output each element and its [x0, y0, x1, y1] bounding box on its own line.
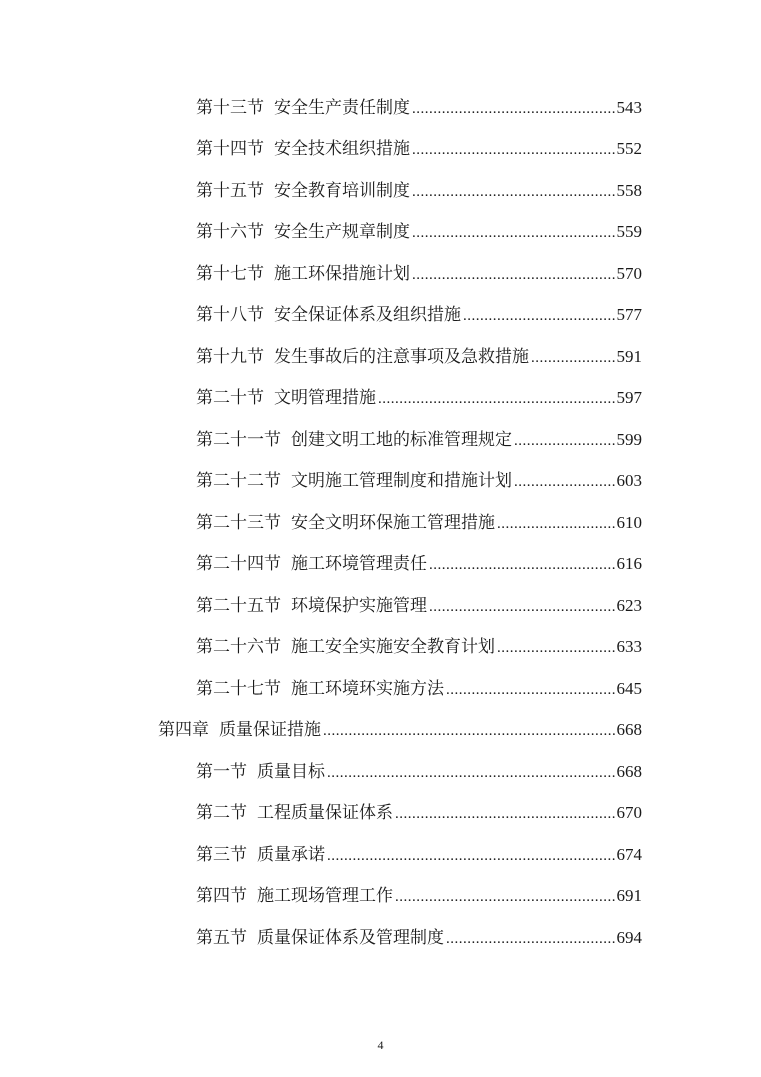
toc-entry[interactable]	[196, 843, 642, 867]
dot-leader	[395, 803, 615, 825]
entry-page-number: 623	[616, 596, 642, 615]
dot-leader	[514, 471, 615, 493]
entry-page-number: 603	[616, 471, 642, 490]
entry-title: 工程质量保证体系	[257, 803, 393, 823]
entry-title: 质量目标	[257, 762, 325, 782]
entry-page-number: 694	[616, 928, 642, 947]
entry-page-number: 543	[616, 98, 642, 117]
toc-entry[interactable]	[196, 801, 642, 825]
entry-title: 施工安全实施安全教育计划	[291, 637, 495, 657]
toc-entry[interactable]	[196, 635, 642, 659]
entry-label: 第二十一节	[196, 430, 281, 450]
dot-leader	[446, 679, 615, 701]
entry-title: 安全生产规章制度	[274, 222, 410, 242]
toc-entry[interactable]	[196, 345, 642, 369]
entry-label: 第二十七节	[196, 679, 281, 699]
entry-page-number: 558	[616, 181, 642, 200]
entry-page-number: 645	[616, 679, 642, 698]
toc-entry[interactable]	[196, 552, 642, 576]
entry-label: 第五节	[196, 928, 247, 948]
dot-leader	[323, 720, 615, 742]
dot-leader	[327, 845, 615, 867]
entry-page-number: 633	[616, 637, 642, 656]
toc-entry[interactable]	[196, 469, 642, 493]
entry-page-number: 577	[616, 305, 642, 324]
entry-page-number: 616	[616, 554, 642, 573]
entry-title: 施工环境环实施方法	[291, 679, 444, 699]
dot-leader	[412, 98, 615, 120]
entry-title: 安全生产责任制度	[274, 98, 410, 118]
entry-title: 安全教育培训制度	[274, 181, 410, 201]
dot-leader	[446, 928, 615, 950]
toc-entry[interactable]	[196, 884, 642, 908]
entry-label: 第一节	[196, 762, 247, 782]
entry-title: 施工现场管理工作	[257, 886, 393, 906]
toc-entry[interactable]	[196, 677, 642, 701]
toc-entry[interactable]	[196, 760, 642, 784]
entry-page-number: 674	[616, 845, 642, 864]
toc-entry[interactable]	[196, 511, 642, 535]
dot-leader	[378, 388, 615, 410]
dot-leader	[497, 513, 615, 535]
entry-label: 第二十四节	[196, 554, 281, 574]
entry-label: 第三节	[196, 845, 247, 865]
entry-label: 第二十三节	[196, 513, 281, 533]
entry-label: 第十四节	[196, 139, 264, 159]
entry-title: 施工环保措施计划	[274, 264, 410, 284]
page-number: 4	[377, 1038, 384, 1052]
entry-page-number: 559	[616, 222, 642, 241]
entry-page-number: 591	[616, 347, 642, 366]
toc-entry[interactable]	[196, 386, 642, 410]
toc-entry[interactable]	[196, 96, 642, 120]
toc-entry[interactable]	[196, 303, 642, 327]
dot-leader	[412, 264, 615, 286]
entry-label: 第十五节	[196, 181, 264, 201]
entry-label: 第四章	[158, 720, 209, 740]
entry-title: 文明施工管理制度和措施计划	[291, 471, 512, 491]
dot-leader	[514, 430, 615, 452]
entry-label: 第十三节	[196, 98, 264, 118]
entry-page-number: 597	[616, 388, 642, 407]
entry-label: 第十七节	[196, 264, 264, 284]
dot-leader	[531, 347, 615, 369]
entry-page-number: 670	[616, 803, 642, 822]
entry-page-number: 610	[616, 513, 642, 532]
toc-entry[interactable]	[196, 179, 642, 203]
entry-page-number: 691	[616, 886, 642, 905]
dot-leader	[412, 222, 615, 244]
entry-page-number: 599	[616, 430, 642, 449]
toc-chapter-entry[interactable]	[158, 718, 642, 742]
entry-title: 质量保证体系及管理制度	[257, 928, 444, 948]
entry-title: 安全技术组织措施	[274, 139, 410, 159]
entry-label: 第十八节	[196, 305, 264, 325]
dot-leader	[429, 554, 615, 576]
dot-leader	[497, 637, 615, 659]
entry-label: 第四节	[196, 886, 247, 906]
entry-title: 安全文明环保施工管理措施	[291, 513, 495, 533]
entry-label: 第二十节	[196, 388, 264, 408]
dot-leader	[395, 886, 615, 908]
dot-leader	[327, 762, 615, 784]
entry-label: 第二十五节	[196, 596, 281, 616]
entry-label: 第十六节	[196, 222, 264, 242]
dot-leader	[463, 305, 615, 327]
entry-title: 发生事故后的注意事项及急救措施	[274, 347, 529, 367]
toc-entry[interactable]	[196, 594, 642, 618]
entry-title: 质量保证措施	[219, 720, 321, 740]
toc-entry[interactable]	[196, 926, 642, 950]
entry-label: 第二十六节	[196, 637, 281, 657]
entry-page-number: 570	[616, 264, 642, 283]
entry-label: 第二节	[196, 803, 247, 823]
dot-leader	[412, 181, 615, 203]
toc-entry[interactable]	[196, 428, 642, 452]
entry-title: 创建文明工地的标准管理规定	[291, 430, 512, 450]
entry-title: 文明管理措施	[274, 388, 376, 408]
entry-page-number: 552	[616, 139, 642, 158]
toc-entry[interactable]	[196, 262, 642, 286]
entry-title: 安全保证体系及组织措施	[274, 305, 461, 325]
entry-title: 质量承诺	[257, 845, 325, 865]
entry-page-number: 668	[616, 720, 642, 739]
toc-entry[interactable]	[196, 220, 642, 244]
entry-label: 第二十二节	[196, 471, 281, 491]
dot-leader	[429, 596, 615, 618]
entry-title: 施工环境管理责任	[291, 554, 427, 574]
entry-page-number: 668	[616, 762, 642, 781]
entry-title: 环境保护实施管理	[291, 596, 427, 616]
entry-label: 第十九节	[196, 347, 264, 367]
toc-entry[interactable]	[196, 137, 642, 161]
dot-leader	[412, 139, 615, 161]
